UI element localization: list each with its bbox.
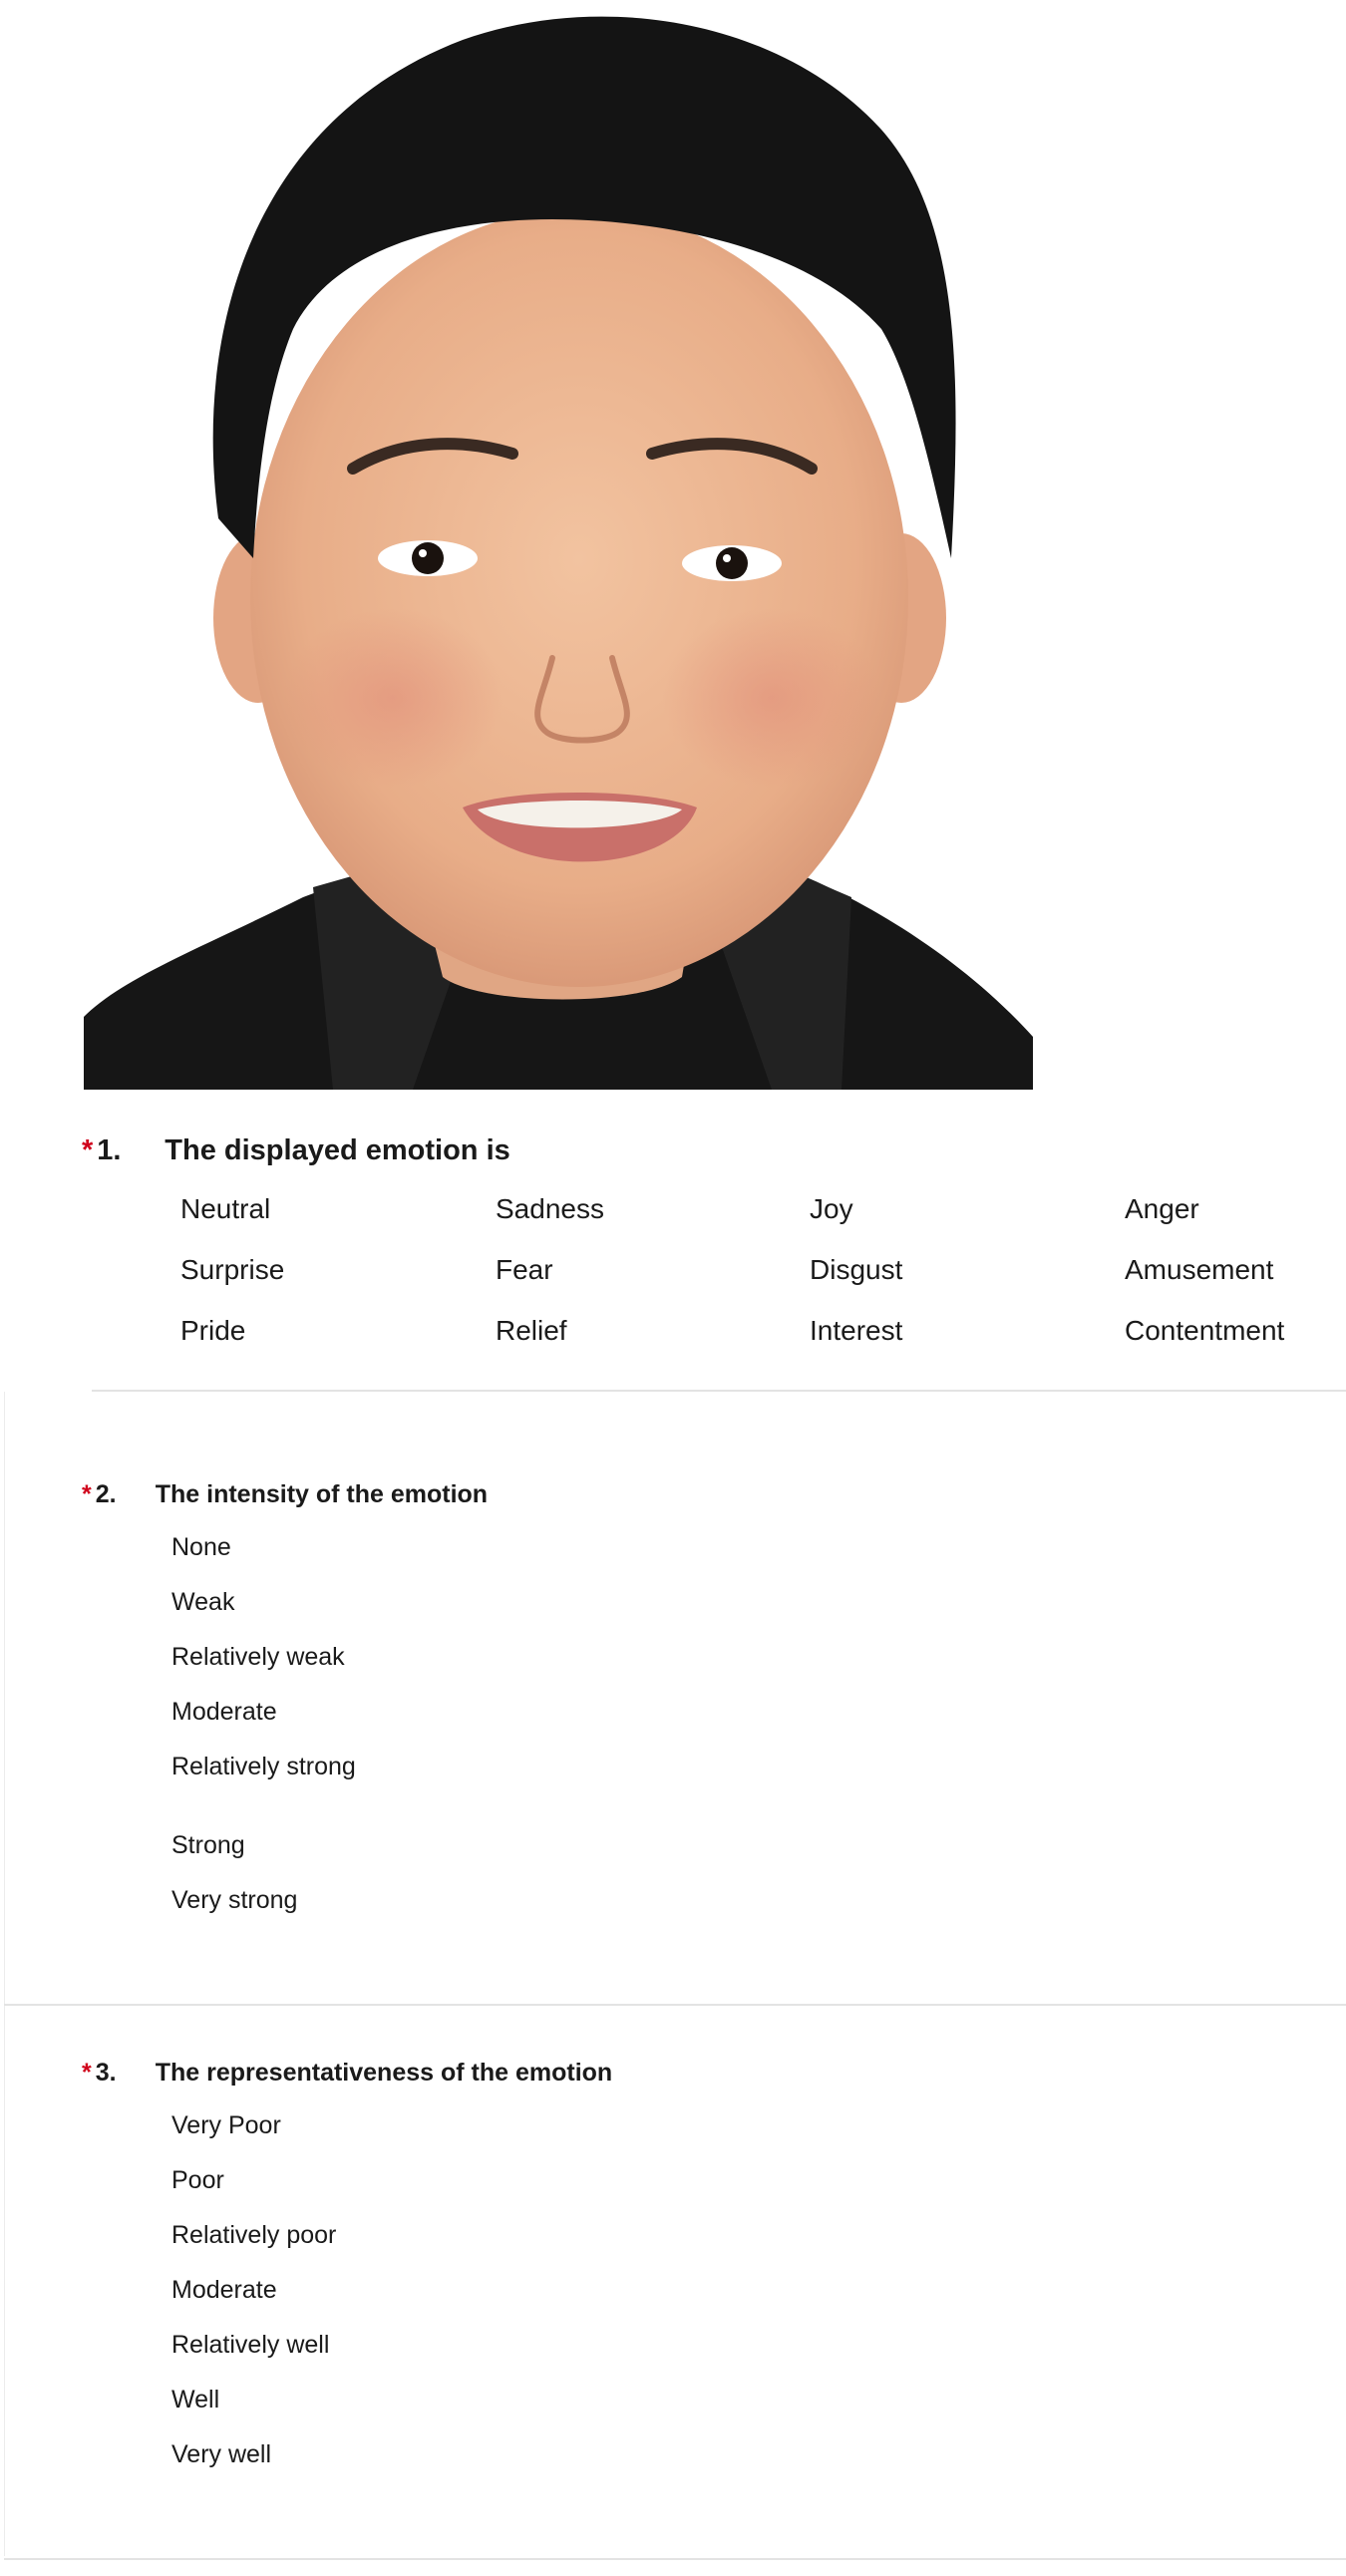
section-border [4, 1392, 5, 2556]
option-relief[interactable]: Relief [496, 1315, 567, 1346]
option-strong[interactable]: Strong [171, 1831, 245, 1859]
question-number: 3. [95, 2059, 117, 2087]
option-neutral[interactable]: Neutral [180, 1193, 271, 1224]
option-contentment[interactable]: Contentment [1125, 1315, 1285, 1346]
option-amusement[interactable]: Amusement [1125, 1254, 1274, 1285]
question-1-title [82, 1134, 510, 1167]
question-label: The intensity of the emotion [155, 1480, 489, 1508]
option-poor[interactable]: Poor [171, 2166, 224, 2194]
divider [4, 2558, 1346, 2560]
option-moderate[interactable]: Moderate [171, 2276, 277, 2304]
question-label: The representativeness of the emotion [155, 2059, 613, 2087]
required-asterisk: * [82, 2059, 92, 2087]
option-well[interactable]: Well [171, 2386, 220, 2414]
question-number: 2. [95, 1480, 117, 1508]
option-surprise[interactable]: Surprise [180, 1254, 285, 1285]
divider [4, 2004, 1346, 2006]
option-sadness[interactable]: Sadness [496, 1193, 604, 1224]
option-relatively-well[interactable]: Relatively well [171, 2331, 330, 2359]
option-moderate[interactable]: Moderate [171, 1698, 277, 1726]
option-very-poor[interactable]: Very Poor [171, 2111, 281, 2139]
required-asterisk: * [82, 1134, 94, 1166]
option-pride[interactable]: Pride [180, 1315, 246, 1346]
question-number: 1. [97, 1134, 122, 1166]
question-label: The displayed emotion is [165, 1134, 510, 1166]
option-relatively-strong[interactable]: Relatively strong [171, 1753, 356, 1780]
option-weak[interactable]: Weak [171, 1588, 235, 1616]
option-joy[interactable]: Joy [810, 1193, 853, 1224]
option-very-well[interactable]: Very well [171, 2440, 272, 2468]
option-anger[interactable]: Anger [1125, 1193, 1199, 1224]
divider [92, 1390, 1346, 1392]
option-very-strong[interactable]: Very strong [171, 1886, 298, 1914]
option-none[interactable]: None [171, 1533, 231, 1561]
option-relatively-poor[interactable]: Relatively poor [171, 2221, 337, 2249]
option-interest[interactable]: Interest [810, 1315, 903, 1346]
stimulus-photo [84, 0, 1033, 1090]
required-asterisk: * [82, 1480, 92, 1508]
option-disgust[interactable]: Disgust [810, 1254, 903, 1285]
question-3-title [82, 2059, 612, 2088]
option-relatively-weak[interactable]: Relatively weak [171, 1643, 345, 1671]
question-2-title [82, 1480, 488, 1509]
option-fear[interactable]: Fear [496, 1254, 553, 1285]
